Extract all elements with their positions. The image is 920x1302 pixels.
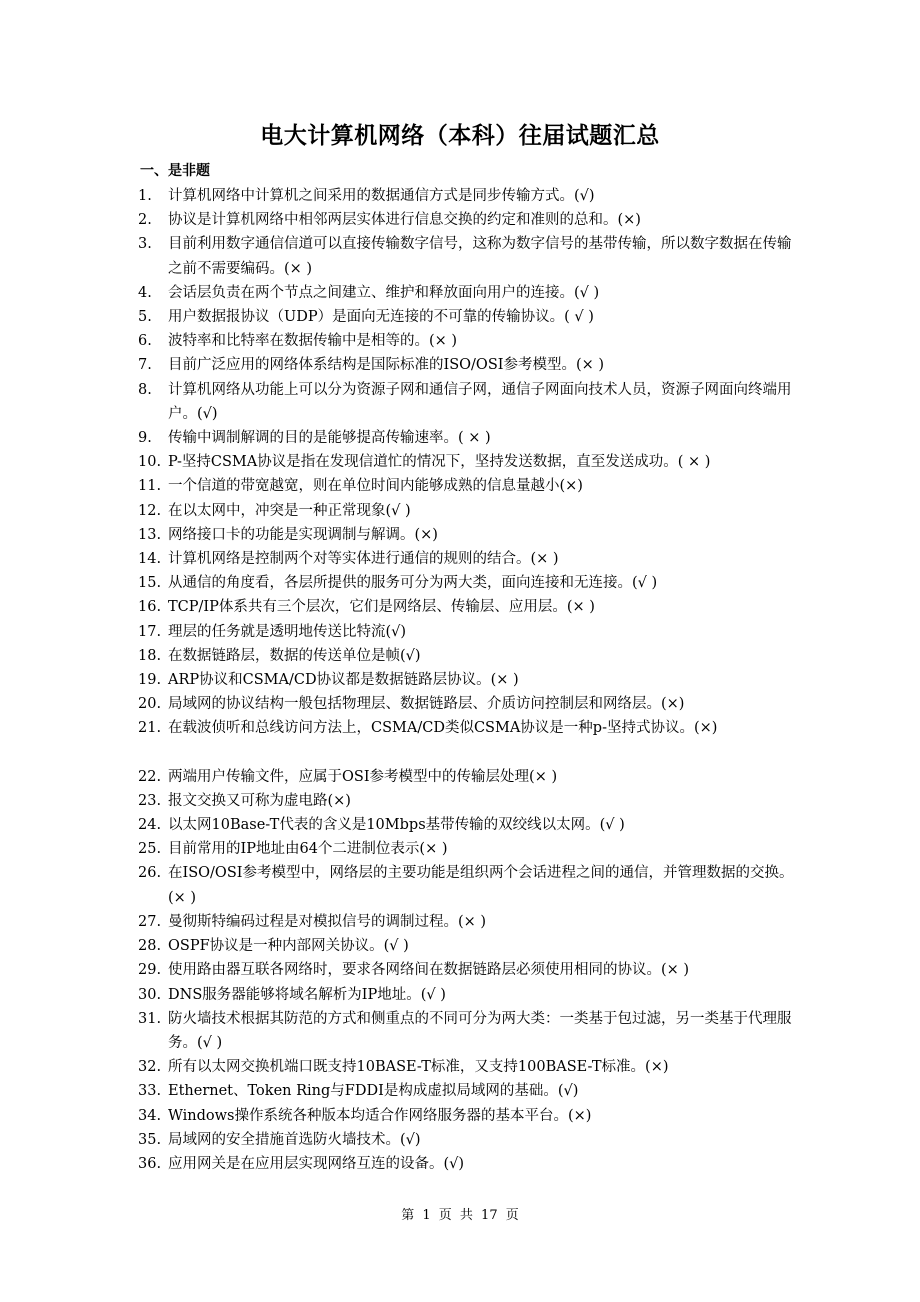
item-number: 20. bbox=[138, 696, 162, 713]
item-number: 15. bbox=[138, 575, 162, 592]
item-text: 局域网的协议结构一般包括物理层、数据链路层、介质访问控制层和网络层。(×) bbox=[168, 696, 685, 713]
item-number: 25. bbox=[138, 841, 162, 858]
list-item bbox=[138, 1007, 798, 1055]
item-number: 14. bbox=[138, 551, 162, 568]
item-number: 8. bbox=[138, 381, 152, 398]
item-number: 31. bbox=[138, 1010, 162, 1027]
list-item bbox=[138, 910, 798, 934]
list-item bbox=[138, 692, 798, 716]
item-number: 26. bbox=[138, 865, 162, 882]
list-item bbox=[138, 1079, 798, 1103]
item-number: 33. bbox=[138, 1083, 162, 1100]
item-text: 曼彻斯特编码过程是对模拟信号的调制过程。(× ) bbox=[168, 913, 487, 930]
list-item bbox=[138, 1055, 798, 1079]
item-number: 7. bbox=[138, 357, 152, 374]
question-list bbox=[138, 184, 798, 1176]
list-item bbox=[138, 1152, 798, 1176]
item-number: 21. bbox=[138, 720, 162, 737]
item-text: 目前广泛应用的网络体系结构是国际标准的ISO/OSI参考模型。(× ) bbox=[168, 357, 605, 374]
item-text: 波特率和比特率在数据传输中是相等的。(× ) bbox=[168, 333, 458, 350]
item-number: 32. bbox=[138, 1059, 162, 1076]
item-number: 13. bbox=[138, 526, 162, 543]
item-text: 应用网关是在应用层实现网络互连的设备。(√) bbox=[168, 1155, 465, 1172]
list-item bbox=[138, 208, 798, 232]
item-number: 3. bbox=[138, 236, 152, 253]
item-number: 34. bbox=[138, 1107, 162, 1124]
list-item bbox=[138, 1104, 798, 1128]
item-text: 传输中调制解调的目的是能够提高传输速率。( × ) bbox=[168, 430, 491, 447]
list-item bbox=[138, 232, 798, 280]
item-text: 以太网10Base-T代表的含义是10Mbps基带传输的双绞线以太网。(√ ) bbox=[168, 817, 625, 834]
list-item bbox=[138, 789, 798, 813]
item-number: 35. bbox=[138, 1131, 162, 1148]
list-item bbox=[138, 547, 798, 571]
item-text: 目前常用的IP地址由64个二进制位表示(× ) bbox=[168, 841, 448, 858]
item-number: 12. bbox=[138, 502, 162, 519]
item-number: 6. bbox=[138, 333, 152, 350]
item-number: 28. bbox=[138, 938, 162, 955]
item-text: 网络接口卡的功能是实现调制与解调。(×) bbox=[168, 526, 438, 543]
item-text: 在载波侦听和总线访问方法上，CSMA/CD类似CSMA协议是一种p-坚持式协议。(×) bbox=[168, 720, 718, 737]
item-number: 11. bbox=[138, 478, 162, 495]
item-number: 10. bbox=[138, 454, 162, 471]
list-item bbox=[138, 644, 798, 668]
item-text: 从通信的角度看，各层所提供的服务可分为两大类，面向连接和无连接。(√ ) bbox=[168, 575, 658, 592]
list-item bbox=[138, 426, 798, 450]
item-text: 计算机网络从功能上可以分为资源子网和通信子网，通信子网面向技术人员，资源子网面向终端用户。(√) bbox=[168, 381, 792, 422]
item-text: 所有以太网交换机端口既支持10BASE-T标准，又支持100BASE-T标准。(×) bbox=[168, 1059, 669, 1076]
item-text: 计算机网络是控制两个对等实体进行通信的规则的结合。(× ) bbox=[168, 551, 559, 568]
list-item bbox=[138, 450, 798, 474]
list-item bbox=[138, 668, 798, 692]
item-number: 4. bbox=[138, 284, 152, 301]
item-text: DNS服务器能够将域名解析为IP地址。(√ ) bbox=[168, 986, 446, 1003]
item-text: 使用路由器互联各网络时，要求各网络间在数据链路层必须使用相同的协议。(× ) bbox=[168, 962, 690, 979]
item-text: Ethernet、Token Ring与FDDI是构成虚拟局域网的基础。(√) bbox=[168, 1083, 579, 1100]
item-number: 17. bbox=[138, 623, 162, 640]
list-item bbox=[138, 983, 798, 1007]
list-item bbox=[138, 523, 798, 547]
item-number: 5. bbox=[138, 309, 152, 326]
list-item bbox=[138, 1128, 798, 1152]
item-number: 36. bbox=[138, 1155, 162, 1172]
item-text: 一个信道的带宽越宽，则在单位时间内能够成熟的信息量越小(×) bbox=[168, 478, 583, 495]
item-text: 两端用户传输文件，应属于OSI参考模型中的传输层处理(× ) bbox=[168, 768, 558, 785]
item-text: 协议是计算机网络中相邻两层实体进行信息交换的约定和准则的总和。(×) bbox=[168, 212, 641, 229]
list-item bbox=[138, 329, 798, 353]
list-item bbox=[138, 934, 798, 958]
list-item bbox=[138, 861, 798, 909]
item-text: TCP/IP体系共有三个层次，它们是网络层、传输层、应用层。(× ) bbox=[168, 599, 595, 616]
item-number: 30. bbox=[138, 986, 162, 1003]
item-number: 18. bbox=[138, 647, 162, 664]
item-text: OSPF协议是一种内部网关协议。(√ ) bbox=[168, 938, 409, 955]
item-number: 29. bbox=[138, 962, 162, 979]
item-text: 报文交换又可称为虚电路(×) bbox=[168, 792, 351, 809]
list-item bbox=[138, 184, 798, 208]
item-text: 用户数据报协议（UDP）是面向无连接的不可靠的传输协议。( √ ) bbox=[168, 309, 594, 326]
list-item bbox=[138, 474, 798, 498]
item-text: 在以太网中，冲突是一种正常现象(√ ) bbox=[168, 502, 411, 519]
document-title: 电大计算机网络（本科）往届试题汇总 bbox=[260, 123, 660, 149]
list-item bbox=[138, 813, 798, 837]
list-item bbox=[138, 716, 798, 740]
list-item bbox=[138, 765, 798, 789]
item-number: 1. bbox=[138, 188, 152, 204]
list-item bbox=[138, 305, 798, 329]
list-item bbox=[138, 281, 798, 305]
list-item bbox=[138, 595, 798, 619]
item-text: ARP协议和CSMA/CD协议都是数据链路层协议。(× ) bbox=[168, 672, 519, 689]
item-text: 会话层负责在两个节点之间建立、维护和释放面向用户的连接。(√ ) bbox=[168, 284, 600, 301]
list-item bbox=[138, 353, 798, 377]
item-text: P-坚持CSMA协议是指在发现信道忙的情况下，坚持发送数据，直至发送成功。( × ) bbox=[168, 454, 711, 471]
item-text: 在ISO/OSI参考模型中，网络层的主要功能是组织两个会话进程之间的通信，并管理数据的交换。(× ) bbox=[168, 865, 794, 906]
list-item bbox=[138, 571, 798, 595]
item-text: Windows操作系统各种版本均适合作网络服务器的基本平台。(×) bbox=[168, 1107, 592, 1124]
item-number: 22. bbox=[138, 768, 162, 785]
item-text: 在数据链路层，数据的传送单位是帧(√) bbox=[168, 647, 421, 664]
page-footer: 第 1 页 共 17 页 bbox=[401, 1208, 519, 1223]
list-item bbox=[138, 958, 798, 982]
item-text: 目前利用数字通信信道可以直接传输数字信号，这称为数字信号的基带传输，所以数字数据在传输之前不需要编码。(× ) bbox=[168, 236, 792, 277]
section-heading: 一、是非题 bbox=[140, 163, 210, 179]
item-number: 9. bbox=[138, 430, 152, 447]
item-number: 27. bbox=[138, 913, 162, 930]
list-item bbox=[138, 837, 798, 861]
item-text: 防火墙技术根据其防范的方式和侧重点的不同可分为两大类：一类基于包过滤，另一类基于代理服务。(√ ) bbox=[168, 1010, 792, 1051]
item-text: 理层的任务就是透明地传送比特流(√) bbox=[168, 623, 407, 640]
item-number: 24. bbox=[138, 817, 162, 834]
item-text: 计算机网络中计算机之间采用的数据通信方式是同步传输方式。(√) bbox=[168, 188, 595, 204]
item-number: 23. bbox=[138, 792, 162, 809]
list-item bbox=[138, 378, 798, 426]
item-number: 2. bbox=[138, 212, 152, 229]
item-number: 19. bbox=[138, 672, 162, 689]
item-text: 局域网的安全措施首选防火墙技术。(√) bbox=[168, 1131, 421, 1148]
item-number: 16. bbox=[138, 599, 162, 616]
list-item bbox=[138, 499, 798, 523]
list-item bbox=[138, 620, 798, 644]
